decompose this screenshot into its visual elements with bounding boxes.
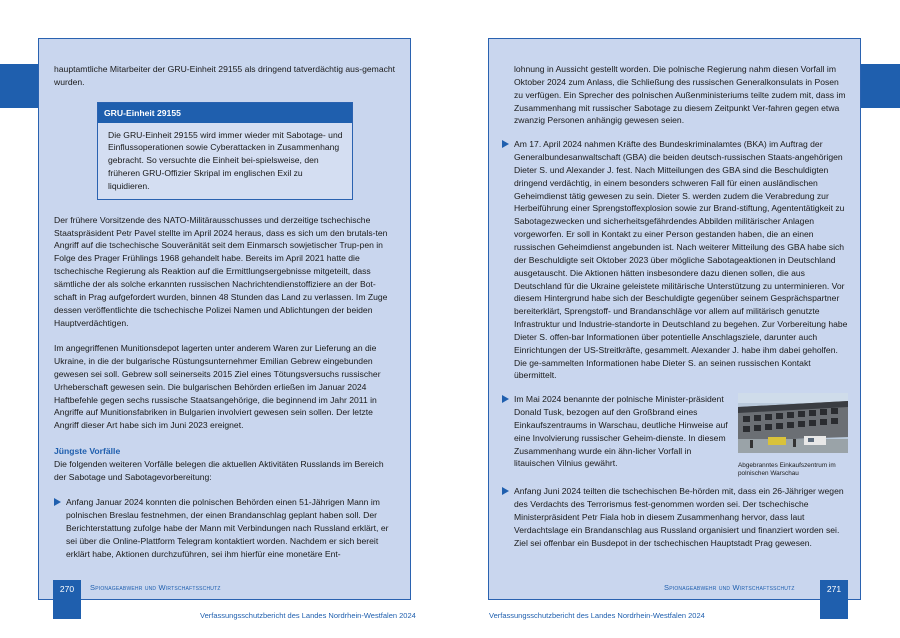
left-paragraph-2: Im angegriffenen Munitionsdepot lagerten unter anderem Waren zur Lieferung an die Ukraine, in die der bulgarische Rüstungsunternehmer Emilian Gebrew eingebunden gewesen sei soll. Gebrew soll seinerseits 2015 Ziel eines Tötungsversuchs russischer Urheberschaft gewesen sein. Die bulgarischen Behörden erließen im Januar 2024 Haftbefehle gegen sechs russische Staatsangehörige, die beginnend im Jahr 2011 in Angriffe auf Munitionsfabriken in Bulgarien involviert gewesen sein sollen. Der letzte Angriff dieser Art habe sich im Juni 2023 ereignet. xyxy=(54,343,381,431)
footer-left: Verfassungsschutzbericht des Landes Nordrhein-Westfalen 2024 xyxy=(200,611,416,620)
bullet-item xyxy=(502,393,848,479)
bullet-item xyxy=(502,485,848,549)
bullet-text: Am 17. April 2024 nahmen Kräfte des Bundeskriminalamtes (BKA) im Auftrag der Generalbundesanwaltschaft (GBA) die beiden deutsch-russischen Staats-angehörigen Dieter S. und Alexander J. fest. Nach Mitteilungen des GBA sind die Beschuldigten dringend verdächtig, in einem besonders schweren Fall für einen ausländischen Geheimdienst tätig gewesen zu sein. Dieter S. werden zudem die Verabredung zur Herbeiführung einer Sprengstoffexplosion sowie zur Brand-stiftung, Agententätigkeit zu Sabotagezwecken und sicherheitsgefährdendes Abbilden militärischer Anlagen vorgeworfen. Er soll in Kontakt zu einer Person gestanden haben, die an einen russischen Geheimdienst angebunden ist. Nach weiterer Mitteilung des GBA habe sich der Beschuldigte seit Oktober 2023 über mögliche Sabotageaktionen in Deutschland ausgetauscht. Die Aktionen hätten insbesondere dazu dienen sollen, die aus Deutschland für die Ukraine geleistete militärische Unterstützung zu unterminieren. Vor diesem Hintergrund habe sich der Beschuldigte gegenüber seinem Gesprächspartner bereiterklärt, Sprengstoff- und Brandanschläge vor allem auf militärisch genutzte Infrastruktur und Industrie-standorte in Deutschland zu begehen. Zur Vorbereitung habe Dieter S. offen-bar Informationen über potentielle Anschlagsziele, darunter auch Einrichtungen der US-Streitkräfte, gesammelt. Alexander J. habe ihm dabei geholfen. Die ge-sammelten Informationen habe Dieter S. an seinen russischen Kontakt übermittelt. xyxy=(514,139,848,381)
right-edge-tab xyxy=(861,64,900,108)
footer-right: Verfassungsschutzbericht des Landes Nordrhein-Westfalen 2024 xyxy=(489,611,705,620)
bullet-triangle-icon xyxy=(54,498,61,506)
photo-caption: Abgebranntes Einkaufszentrum im polnischen Warschau xyxy=(738,462,836,478)
left-paragraph-1: Der frühere Vorsitzende des NATO-Militärausschusses und derzeitige tschechische Staatspräsident Petr Pavel stellte im April 2024 heraus, dass es sich um den brutals-ten Angriff auf die tschechische Souveränität seit dem Einmarsch sowjetischer Trup-pen in Folge des Prager Frühlings 1968 gehandelt habe. Bereits im April 2021 hatte die tschechische Regierung als Reaktion auf die Ermittlungsergebnisse mitgeteilt, dass sämtliche der als solche erkannten russischen Nachrichtendienstoffiziere an der Bot-schaft in Prag aufgefordert wurden, binnen 48 Stunden das Land zu verlassen. Im Zuge dessen veröffentlichte die tschechische Polizei Namen und Ablichtungen der beiden Hauptverdächtigen. xyxy=(54,214,388,328)
infobox-title: GRU-Einheit 29155 xyxy=(98,103,352,123)
infobox-text: Die GRU-Einheit 29155 wird immer wieder mit Sabotage- und Einflussoperationen sowie Cyberattacken in Zusammenhang gebracht. So versuchte die Einheit bei-spielsweise, den früheren GRU-Offizier Skripal im englischen Exil zu liquidieren. xyxy=(108,129,343,191)
bullet-item xyxy=(54,496,396,560)
bullet-text: Anfang Januar 2024 konnten die polnischen Behörden einen 51-Jährigen Mann im polnischen Breslau festnehmen, der einen Brandanschlag geplant haben soll. Der Berichterstattung zufolge habe der Mann mit Verbindungen nach Russland erklärt, er sei über die Online-Plattform Telegram kontaktiert worden. Nachdem er sich bereit erklärt habe, Aktionen durchzuführen, sei ihm hierfür eine monetäre Ent- xyxy=(66,497,389,559)
section-subheading: Jüngste Vorfälle xyxy=(54,445,121,456)
running-head-left: Spionageabwehr und Wirtschaftsschutz xyxy=(90,583,221,592)
burned-shopping-center-photo xyxy=(738,393,848,453)
bullet-triangle-icon xyxy=(502,140,509,148)
right-page-content xyxy=(514,63,848,562)
bullet-text: Im Mai 2024 benannte der polnische Minister-präsident Donald Tusk, bezogen auf den Großbrand eines Einkaufszentraums in Warschau, deutliche Hinweise auf eine Involvierung russischer Geheim-dienste. In diesem Zusammenhang wurde ein ähn-licher Vorfall in litauischen Vilnius gewährt. xyxy=(514,394,728,469)
left-edge-tab xyxy=(0,64,38,108)
photo-figure xyxy=(738,393,848,478)
page-number-left: 270 xyxy=(53,580,81,619)
page-number-right: 271 xyxy=(820,580,848,619)
left-page-content xyxy=(54,63,396,573)
bullet-triangle-icon xyxy=(502,395,509,403)
bullet-triangle-icon xyxy=(502,487,509,495)
bullet-text: Anfang Juni 2024 teilten die tschechischen Be-hörden mit, dass ein 26-Jähriger wegen des Verdachts des Terrorismus fest-genommen worden sei. Der tschechische Ministerpräsident Petr Fiala hob in diesem Zusammenhang hervor, dass laut Verdachtslage ein Brandanschlag aus Russland organisiert und finanziert worden sei. Ziel sei offenbar ein Busdepot in der tschechischen Hauptstadt Prag gewesen. xyxy=(514,486,844,548)
right-page xyxy=(488,38,861,600)
gru-infobox xyxy=(97,102,353,200)
bullet-item xyxy=(502,138,848,382)
left-intro-text: hauptamtliche Mitarbeiter der GRU-Einheit 29155 als dringend tatverdächtig aus-gemacht wurden. xyxy=(54,64,396,87)
running-head-right: Spionageabwehr und Wirtschaftsschutz xyxy=(664,583,795,592)
left-page xyxy=(38,38,411,600)
infobox-body xyxy=(98,123,352,199)
right-intro-text: lohnung in Aussicht gestellt worden. Die polnische Regierung nahm diesen Vorfall im Oktober 2024 zum Anlass, die Schließung des russischen Generalkonsulats in Posen zu verfügen. Ein Sprecher des polnischen Außenministeriums teilte zudem mit, dass im Zusammenhang mit russischer Sabotage zu diesem Zeitpunkt Ver-fahren gegen etwa zwanzig Personen anhängig gewesen seien. xyxy=(514,64,846,126)
left-paragraph-3: Die folgenden weiteren Vorfälle belegen die aktuellen Aktivitäten Russlands im Bereich der Sabotage und Sabotagevorbereitung: xyxy=(54,458,384,482)
